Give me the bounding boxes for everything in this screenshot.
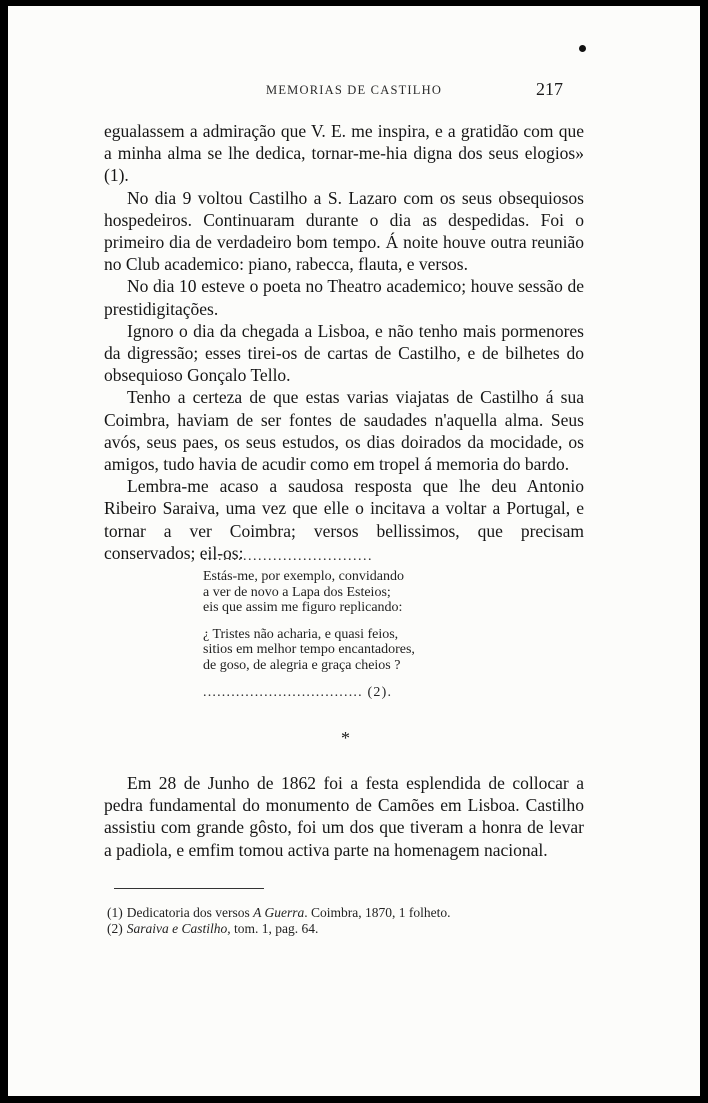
verse-line: de goso, de alegria e graça cheios ? — [203, 657, 401, 673]
footnote-reference: (2). — [367, 684, 393, 700]
paragraph: Em 28 de Junho de 1862 foi a festa esplendida de collocar a pedra fundamental do monumento de Camões em Lisboa. Castilho assistiu com grande gôsto, foi um dos que tiveram a honra de levar a padiola, e emfim tomou activa parte na homenagem nacional. — [104, 773, 584, 860]
ink-spot — [579, 45, 586, 52]
paragraph: Tenho a certeza de que estas varias viajatas de Castilho á sua Coimbra, haviam de ser fontes de saudades n'aquella alma. Seus avós, seus paes, os seus estudos, os dias doirados da mocidade, os amigos, tudo havia de acudir como em tropel á memoria do bardo. — [104, 387, 584, 475]
footnotes — [107, 905, 587, 937]
footnote-mark: (2) — [107, 921, 123, 936]
footnote-text: , tom. 1, pag. 64. — [227, 921, 319, 936]
footnote-mark: (1) — [107, 905, 123, 920]
footnote-title: A Guerra — [253, 905, 305, 920]
stanza — [203, 569, 483, 616]
paragraph: No dia 10 esteve o poeta no Theatro academico; houve sessão de prestidigitações. — [104, 276, 584, 319]
footnote-divider — [114, 888, 264, 889]
main-text — [104, 120, 584, 564]
footnote-title: Saraiva e Castilho — [126, 921, 228, 936]
verse-line: sitios em melhor tempo encantadores, — [203, 642, 415, 658]
footnote — [107, 921, 587, 937]
footnote — [107, 905, 587, 921]
footnote-text: Dedicatoria dos versos — [126, 905, 254, 920]
section-text — [104, 772, 584, 861]
verse-line: eis que assim me figuro replicando: — [203, 600, 403, 616]
paragraph: No dia 9 voltou Castilho a S. Lazaro com os seus obsequiosos hospedeiros. Continuaram durante o dia as despedidas. Foi o primeiro dia de verdadeiro bom tempo. Á noite houve outra reunião no Club academico: piano, rabecca, flauta, e versos. — [104, 187, 584, 275]
verse-line: ¿ Tristes não acharia, e quasi feios, — [203, 626, 399, 642]
verse-line: a ver de novo a Lapa dos Esteios; — [203, 584, 391, 600]
section-separator: * — [341, 728, 350, 748]
verse-quotation — [203, 551, 483, 700]
paragraph: egualassem a admiração que V. E. me inspira, e a gratidão com que a minha alma se lhe dedica, tornar-me-hia digna dos seus elogios» (1). — [104, 121, 584, 186]
stanza — [203, 627, 483, 674]
paragraph: Lembra-me acaso a saudosa resposta que lhe deu Antonio Ribeiro Saraiva, uma vez que elle o incitava a voltar a Portugal, e tornar a ver Coimbra; versos bellissimos, que precisam conservados; eil-os: — [104, 476, 584, 563]
ellipsis-line: .................................. — [203, 551, 373, 563]
verse-line: Estás-me, por exemplo, convidando — [203, 569, 405, 584]
verse-closing — [203, 685, 483, 701]
running-title: MEMORIAS DE CASTILHO — [266, 83, 443, 97]
book-page — [8, 6, 700, 1096]
page-number: 217 — [536, 79, 563, 99]
ellipsis-line: .................................. — [203, 684, 363, 700]
footnote-text: . Coimbra, 1870, 1 folheto. — [304, 905, 451, 920]
paragraph: Ignoro o dia da chegada a Lisboa, e não tenho mais pormenores da digressão; esses tirei-os de cartas de Castilho, e de bilhetes do obsequioso Gonçalo Tello. — [104, 320, 584, 386]
